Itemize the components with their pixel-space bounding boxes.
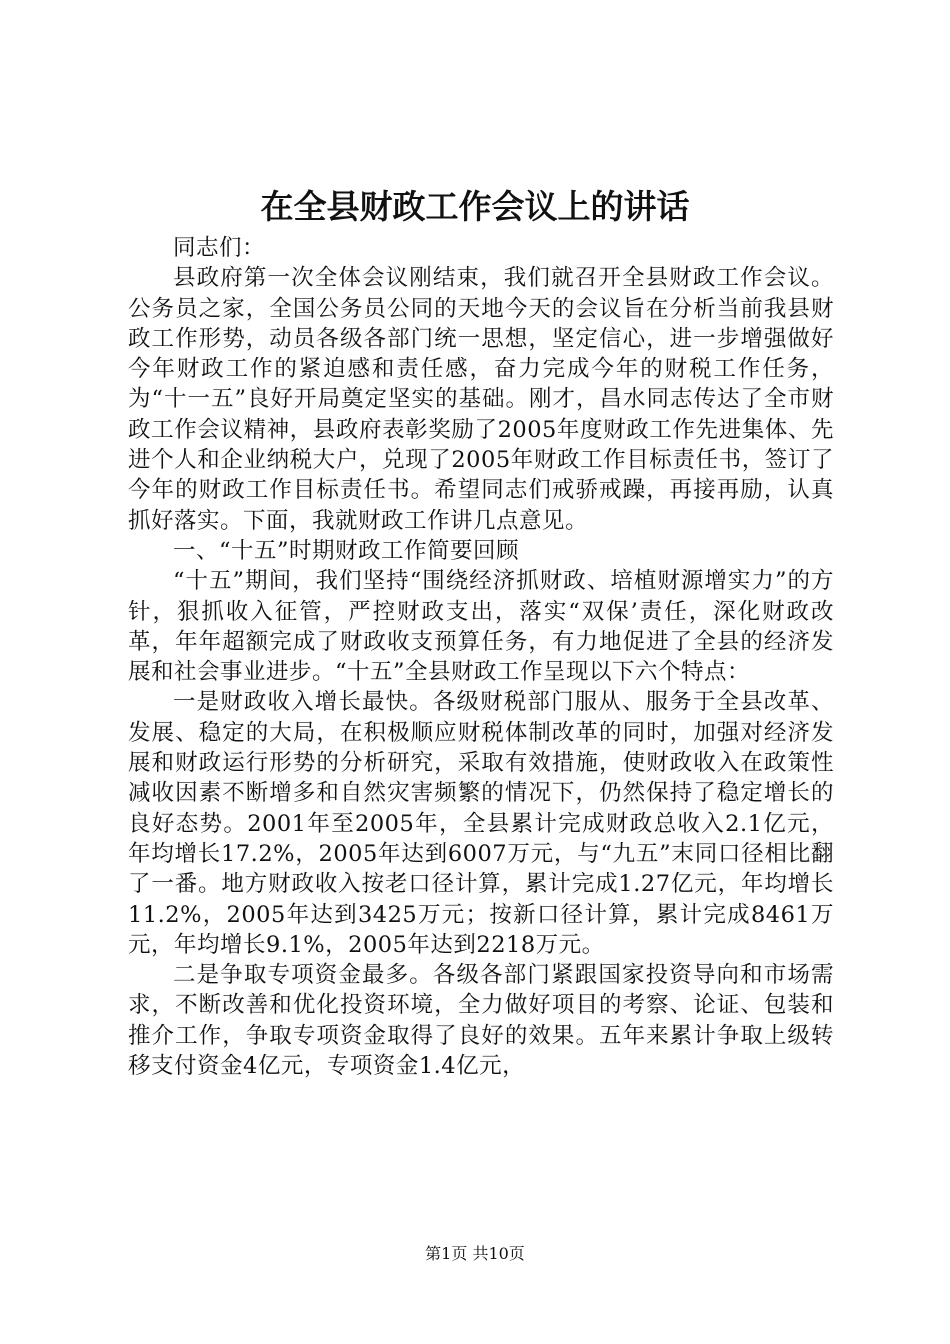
document-body — [128, 233, 834, 1081]
review-paragraph: “十五”期间，我们坚持“围绕经济抓财政、培植财源增实力”的方针，狠抓收入征管，严控财政支出，落实“双保’责任，深化财政改革，年年超额完成了财政收支预算任务，有力地促进了全县的经济发展和社会事业进步。“十五”全县财政工作呈现以下六个特点： — [128, 568, 834, 686]
salutation-paragraph: 同志们： — [173, 235, 266, 261]
document-title: 在全县财政工作会议上的讲话 — [260, 187, 690, 226]
section-heading: 一、“十五”时期财政工作简要回顾 — [173, 537, 520, 564]
funding-paragraph: 二是争取专项资金最多。各级各部门紧跟国家投资导向和市场需求，不断改善和优化投资环境，全力做好项目的考察、论证、包装和推介工作，争取专项资金取得了良好的效果。五年来累计争取上级转移支付资金4亿元，专项资金1.4亿元， — [128, 962, 834, 1080]
intro-paragraph: 县政府第一次全体会议刚结束，我们就召开全县财政工作会议。公务员之家，全国公务员公同的天地今天的会议旨在分析当前我县财政工作形势，动员各级各部门统一思想，坚定信心，进一步增强做好今年财政工作的紧迫感和责任感，奋力完成今年的财税工作任务，为“十一五”良好开局奠定坚实的基础。刚才，昌水同志传达了全市财政工作会议精神，县政府表彰奖励了2005年度财政工作先进集体、先进个人和企业纳税大户，兑现了2005年财政工作目标责任书，签订了今年的财政工作目标责任书。希望同志们戒骄戒躁，再接再励，认真抓好落实。下面，我就财政工作讲几点意见。 — [128, 265, 834, 534]
page-number: 第1页 共10页 — [425, 1244, 525, 1263]
revenue-paragraph: 一是财政收入增长最快。各级财税部门服从、服务于全县改革、发展、稳定的大局，在积极顺应财税体制改革的同时，加强对经济发展和财政运行形势的分析研究，采取有效措施，使财政收入在政策性减收因素不断增多和自然灾害频繁的情况下，仍然保持了稳定增长的良好态势。2001年至2005年，全县累计完成财政总收入2.1亿元，年均增长17.2%，2005年达到6007万元，与“九五”末同口径相比翻了一番。地方财政收入按老口径计算，累计完成1.27亿元，年均增长11.2%，2005年达到3425万元；按新口径计算，累计完成8461万元，年均增长9.1%，2005年达到2218万元。 — [128, 689, 834, 958]
